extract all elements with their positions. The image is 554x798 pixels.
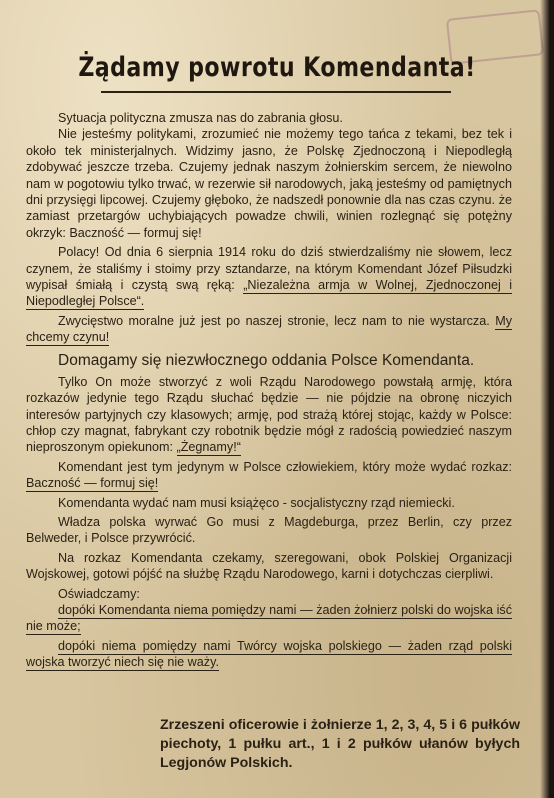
paragraph-9-text: Władza polska wyrwać Go musi z Magdeburga, przez Berlin, czy przez Belweder, i Polsce przywrócić. xyxy=(26,514,512,546)
paragraph-demand xyxy=(26,350,512,372)
paragraph-8 xyxy=(26,495,512,511)
paragraph-3-text: Polacy! Od dnia 6 sierpnia 1914 roku do dziś stwierdzaliśmy nie słowem, lecz czynem, że staliśmy i stoimy przy sztandarze, na którym Komendant Józef Piłsudzki wypisał śmiałą i czystą swą ręką: xyxy=(26,245,512,293)
declaration-2: dopóki niema pomiędzy nami Twórcy wojska polskiego — żaden rząd polski wojska tworzyć niech się nie waży. xyxy=(26,638,512,670)
paragraph-7-text: Komendant jest tym jedynym w Polsce człowiekiem, który może wydać rozkaz: xyxy=(58,459,512,474)
command-call: Baczność — formuj się! xyxy=(69,225,202,240)
paragraph-6 xyxy=(26,374,512,456)
paragraph-10-text: Na rozkaz Komendanta czekamy, szeregowani, obok Polskiej Organizacji Wojskowej, gotowi pójść na służbę Rządu Narodowego, karni i dotychczas cierpliwi. xyxy=(26,550,512,582)
banner-quote: „Niezależna armja w Wolnej, Zjednoczonej i Niepodległej Polsce“. xyxy=(26,278,513,309)
paragraph-2-text: Nie jesteśmy politykami, zrozumieć nie możemy tego tańca z tekami, bez tek i około tek ministerjalnych. Widzimy jasno, że Polskę Zjednoczoną i Niepodległą zdobywać jeszcze trzeba. Czujemy jednak naszym żołnierskim sercem, że niewolno nam w pogotowiu tylko trwać, w rezerwie sił narodowych, jaką jesteśmy od pamiętnych dni przysięgi lipcowej. Czujemy głęboko, że nadszedł ponownie dla nas czas czynu. że zamiast przetargów uchybiających powadze chwili, winien rozlegnąć się potężny okrzyk: xyxy=(26,127,512,240)
declaration-1: dopóki Komendanta niema pomiędzy nami — żaden żołnierz polski do wojska iść nie może; xyxy=(26,602,512,634)
page-title: Żądamy powrotu Komendanta! xyxy=(78,52,476,83)
paragraph-10 xyxy=(26,550,512,583)
paragraph-11 xyxy=(26,586,512,602)
paragraph-7 xyxy=(26,459,512,492)
paragraph-13 xyxy=(26,638,512,671)
farewell-quote: „Żegnamy!“ xyxy=(176,440,241,455)
paragraph-8-text: Komendanta wydać nam musi książęco - socjalistyczny rząd niemiecki. xyxy=(58,495,455,510)
paragraph-4-text: Zwycięstwo moralne już jest po naszej stronie, lecz nam to nie wystarcza. xyxy=(58,313,490,328)
paragraph-2 xyxy=(26,126,512,241)
leaflet-body xyxy=(26,110,512,671)
order-quote: Baczność — formuj się! xyxy=(26,476,159,491)
title-underline xyxy=(101,91,451,93)
paragraph-3 xyxy=(26,244,512,310)
action-quote: My chcemy czynu! xyxy=(26,313,512,345)
paragraph-6-text: Tylko On może stworzyć z woli Rządu Narodowego powstałą armję, która rozkazów jedynie tego Rządu słuchać będzie — nie pójdzie na obronę niczyich interesów partyjnych czy klasowych; armję, pod strażą której stojąc, każdy w Polsce: chłop czy magnat, fabrykant czy robotnik będzie mógł z radością powiedzieć naszym nieproszonym opiekunom: xyxy=(26,374,512,455)
declaration-intro: Oświadczamy: xyxy=(58,586,140,601)
signature: Zrzeszeni oficerowie i żołnierze 1, 2, 3, 4, 5 i 6 pułków piechoty, 1 pułku art., 1 i 2 pułków ułanów byłych Legjonów Polskich. xyxy=(160,717,520,771)
demand-text: Domagamy się niezwłocznego oddania Polsce Komendanta. xyxy=(58,351,475,369)
paragraph-1 xyxy=(26,110,512,126)
paragraph-9 xyxy=(26,514,512,547)
paragraph-12 xyxy=(26,602,512,635)
paragraph-1-text: Sytuacja polityczna zmusza nas do zabrania głosu. xyxy=(58,111,343,125)
page-edge-shadow xyxy=(540,0,554,798)
paragraph-4 xyxy=(26,313,512,346)
